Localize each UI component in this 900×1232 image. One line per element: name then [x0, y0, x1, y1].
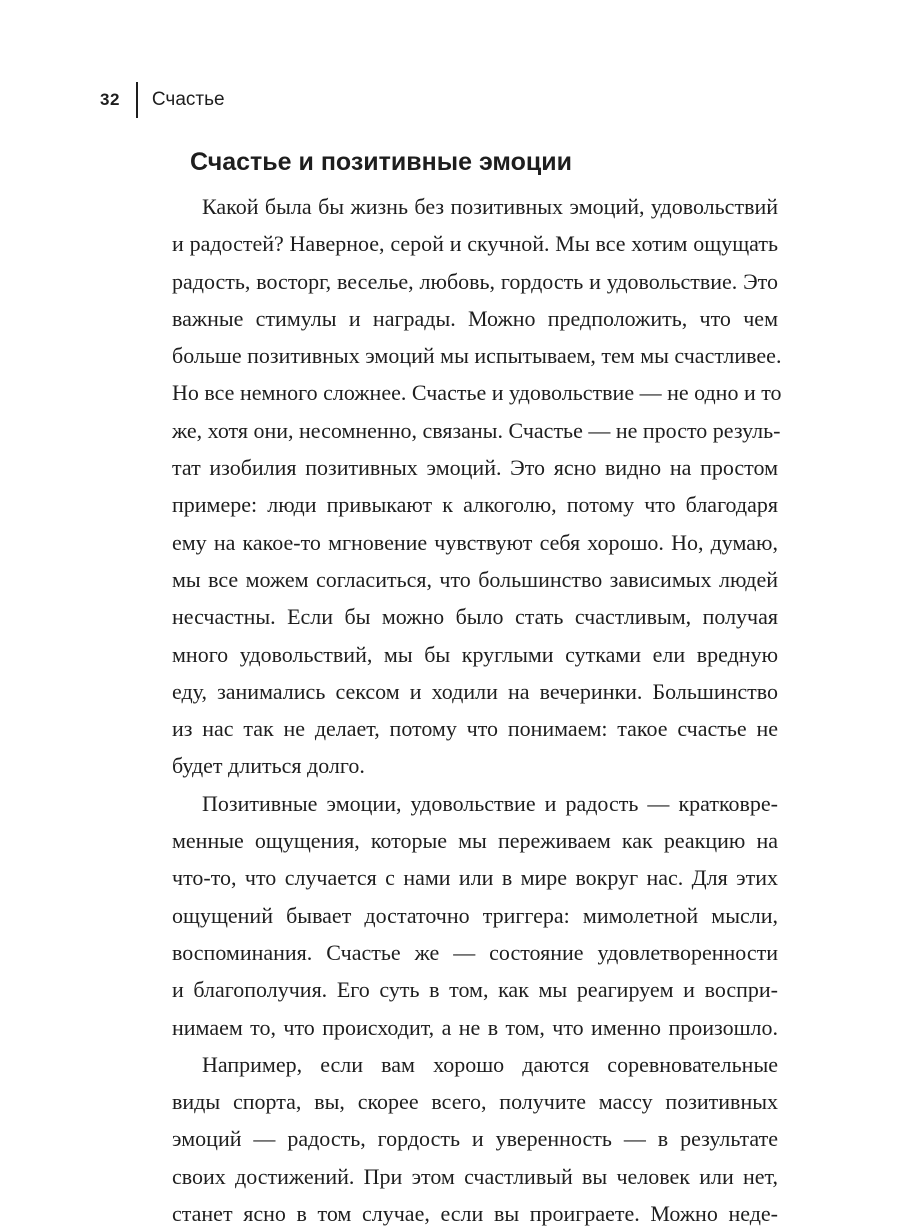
- text-line: тат изобилия позитивных эмоций. Это ясно видно на простом: [172, 455, 778, 481]
- text-line: ощущений бывает достаточно триггера: мимолетной мысли,: [172, 902, 778, 928]
- header-divider: [136, 82, 138, 118]
- text-line: важные стимулы и награды. Можно предположить, что чем: [172, 305, 778, 331]
- text-line: что-то, что случается с нами или в мире вокруг нас. Для этих: [172, 865, 778, 891]
- text-line: мы все можем согласиться, что большинство зависимых людей: [172, 566, 778, 592]
- text-line: воспоминания. Счастье же — состояние удовлетворенности: [172, 939, 778, 965]
- running-head: [100, 80, 225, 120]
- text-line: будет длиться долго.: [172, 753, 365, 779]
- text-line: много удовольствий, мы бы круглыми сутками ели вредную: [172, 641, 778, 667]
- section-heading: Счастье и позитивные эмоции: [190, 148, 572, 176]
- paragraph: [172, 188, 782, 785]
- text-line: из нас так не делает, потому что понимаем: такое счастье не: [172, 716, 778, 742]
- paragraph: [172, 1046, 778, 1232]
- text-line: и радостей? Наверное, серой и скучной. Мы все хотим ощущать: [172, 231, 778, 257]
- text-line: менные ощущения, которые мы переживаем как реакцию на: [172, 828, 778, 854]
- text-line: несчастны. Если бы можно было стать счастливым, получая: [172, 604, 778, 630]
- text-line: больше позитивных эмоций мы испытываем, тем мы счастливее.: [172, 343, 782, 369]
- text-line: примере: люди привыкают к алкоголю, потому что благодаря: [172, 492, 778, 518]
- paragraph: [172, 785, 778, 1046]
- text-line: же, хотя они, несомненно, связаны. Счастье — не просто резуль-: [172, 417, 781, 443]
- text-line: и благополучия. Его суть в том, как мы реагируем и воспри-: [172, 977, 778, 1003]
- text-line: ему на какое-то мгновение чувствуют себя хорошо. Но, думаю,: [172, 529, 778, 555]
- running-title: Счастье: [151, 89, 225, 110]
- text-line: Позитивные эмоции, удовольствие и радость — кратковре-: [202, 790, 778, 816]
- text-line: Но все немного сложнее. Счастье и удовольствие — не одно и то: [172, 380, 782, 406]
- body-text: [172, 188, 782, 1232]
- text-line: Какой была бы жизнь без позитивных эмоций, удовольствий: [202, 194, 778, 219]
- page-number: 32: [100, 90, 120, 109]
- text-line: своих достижений. При этом счастливый вы человек или нет,: [172, 1163, 778, 1189]
- text-line: Например, если вам хорошо даются соревновательные: [202, 1051, 778, 1077]
- text-line: эмоций — радость, гордость и уверенность — в результате: [172, 1126, 778, 1152]
- text-line: радость, восторг, веселье, любовь, гордость и удовольствие. Это: [172, 268, 778, 294]
- text-line: виды спорта, вы, скорее всего, получите массу позитивных: [172, 1089, 778, 1115]
- text-line: еду, занимались сексом и ходили на вечеринки. Большинство: [172, 678, 778, 704]
- text-line: нимаем то, что происходит, а не в том, что именно произошло.: [172, 1014, 778, 1040]
- text-line: станет ясно в том случае, если вы проиграете. Можно неде-: [172, 1201, 778, 1227]
